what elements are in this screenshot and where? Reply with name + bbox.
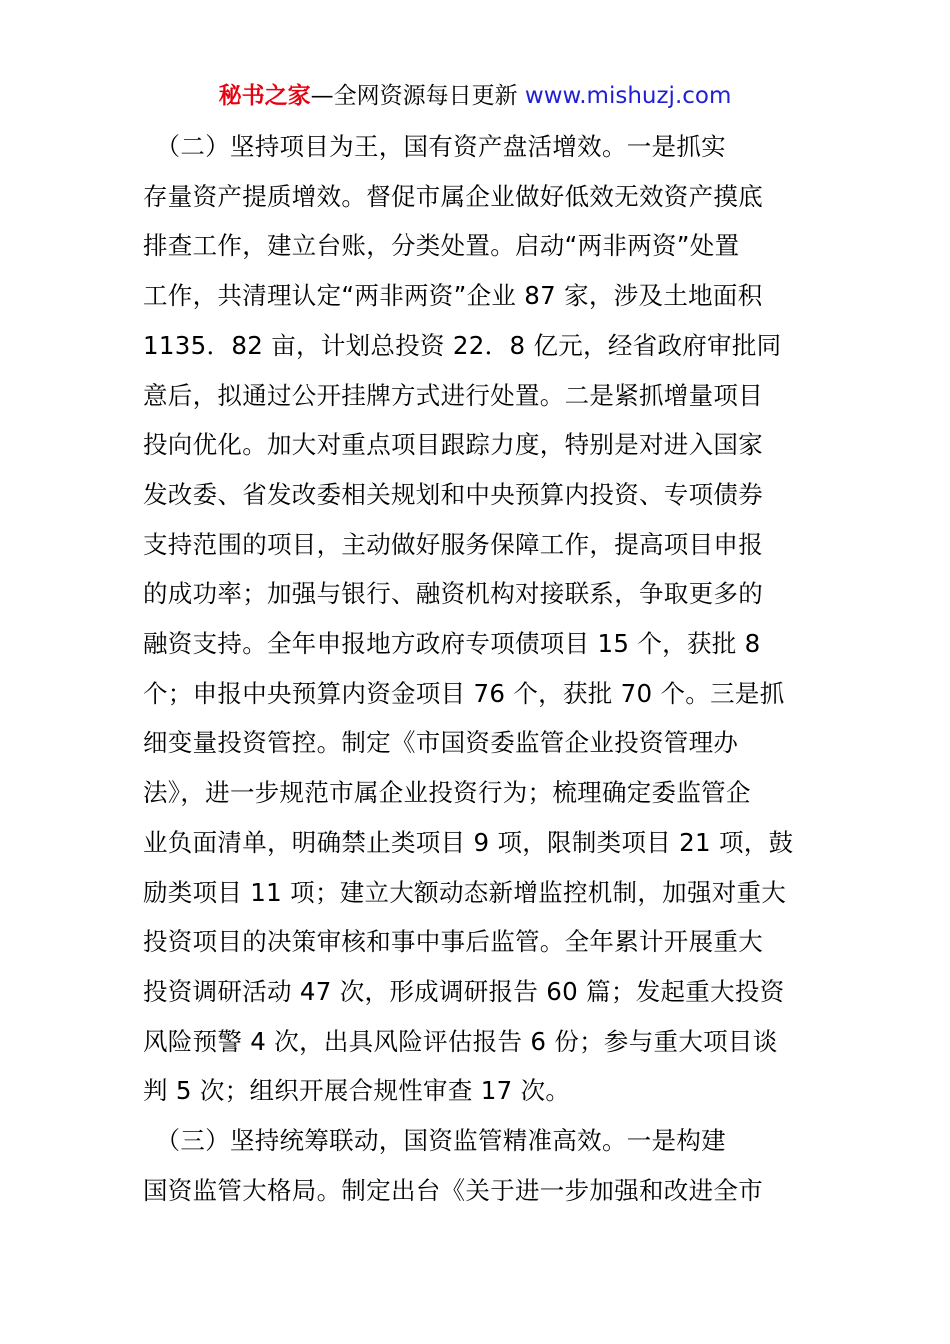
- header-url-link[interactable]: www.mishuzj.com: [524, 83, 732, 109]
- text-line: 支持范围的项目，主动做好服务保障工作，提高项目申报: [143, 529, 763, 559]
- text-line: 的成功率；加强与银行、融资机构对接联系，争取更多的: [143, 579, 763, 609]
- document-body: [143, 122, 811, 1215]
- brand-name: 秘书之家: [218, 83, 311, 109]
- text-line: 个；申报中央预算内资金项目 76 个，获批 70 个。三是抓: [143, 678, 785, 708]
- text-line: 投资项目的决策审核和事中事后监管。全年累计开展重大: [143, 927, 763, 957]
- text-line: 融资支持。全年申报地方政府专项债项目 15 个，获批 8: [143, 629, 761, 659]
- text-line: 工作，共清理认定“两非两资”企业 87 家，涉及土地面积: [143, 281, 763, 311]
- text-line: 排查工作，建立台账，分类处置。启动“两非两资”处置: [143, 231, 740, 261]
- text-line: （三）坚持统筹联动，国资监管精准高效。一是构建: [143, 1126, 726, 1156]
- text-line: 1135．82 亩，计划总投资 22．8 亿元，经省政府审批同: [143, 330, 782, 360]
- text-line: 业负面清单，明确禁止类项目 9 项，限制类项目 21 项，鼓: [143, 827, 794, 857]
- text-line: 判 5 次；组织开展合规性审查 17 次。: [143, 1076, 571, 1106]
- paragraph-item-3: [143, 1116, 811, 1215]
- site-watermark-header: [0, 80, 950, 112]
- text-line: 国资监管大格局。制定出台《关于进一步加强和改进全市: [143, 1175, 763, 1205]
- text-line: 细变量投资管控。制定《市国资委监管企业投资管理办: [143, 728, 739, 758]
- text-line: （二）坚持项目为王，国有资产盘活增效。一是抓实: [143, 132, 726, 161]
- text-line: 意后，拟通过公开挂牌方式进行处置。二是紧抓增量项目: [143, 380, 763, 410]
- text-line: 发改委、省发改委相关规划和中央预算内投资、专项债券: [143, 479, 763, 509]
- text-line: 投资调研活动 47 次，形成调研报告 60 篇；发起重大投资: [143, 976, 785, 1006]
- text-line: 法》，进一步规范市属企业投资行为；梳理确定委监管企: [143, 778, 751, 808]
- header-tagline: —全网资源每日更新: [310, 83, 525, 109]
- text-line: 风险预警 4 次，出具风险评估报告 6 份；参与重大项目谈: [143, 1026, 778, 1056]
- text-line: 励类项目 11 项；建立大额动态新增监控机制，加强对重大: [143, 877, 787, 907]
- text-line: 投向优化。加大对重点项目跟踪力度，特别是对进入国家: [143, 430, 763, 460]
- text-line: 存量资产提质增效。督促市属企业做好低效无效资产摸底: [143, 181, 763, 211]
- paragraph-item-2: [143, 122, 811, 1116]
